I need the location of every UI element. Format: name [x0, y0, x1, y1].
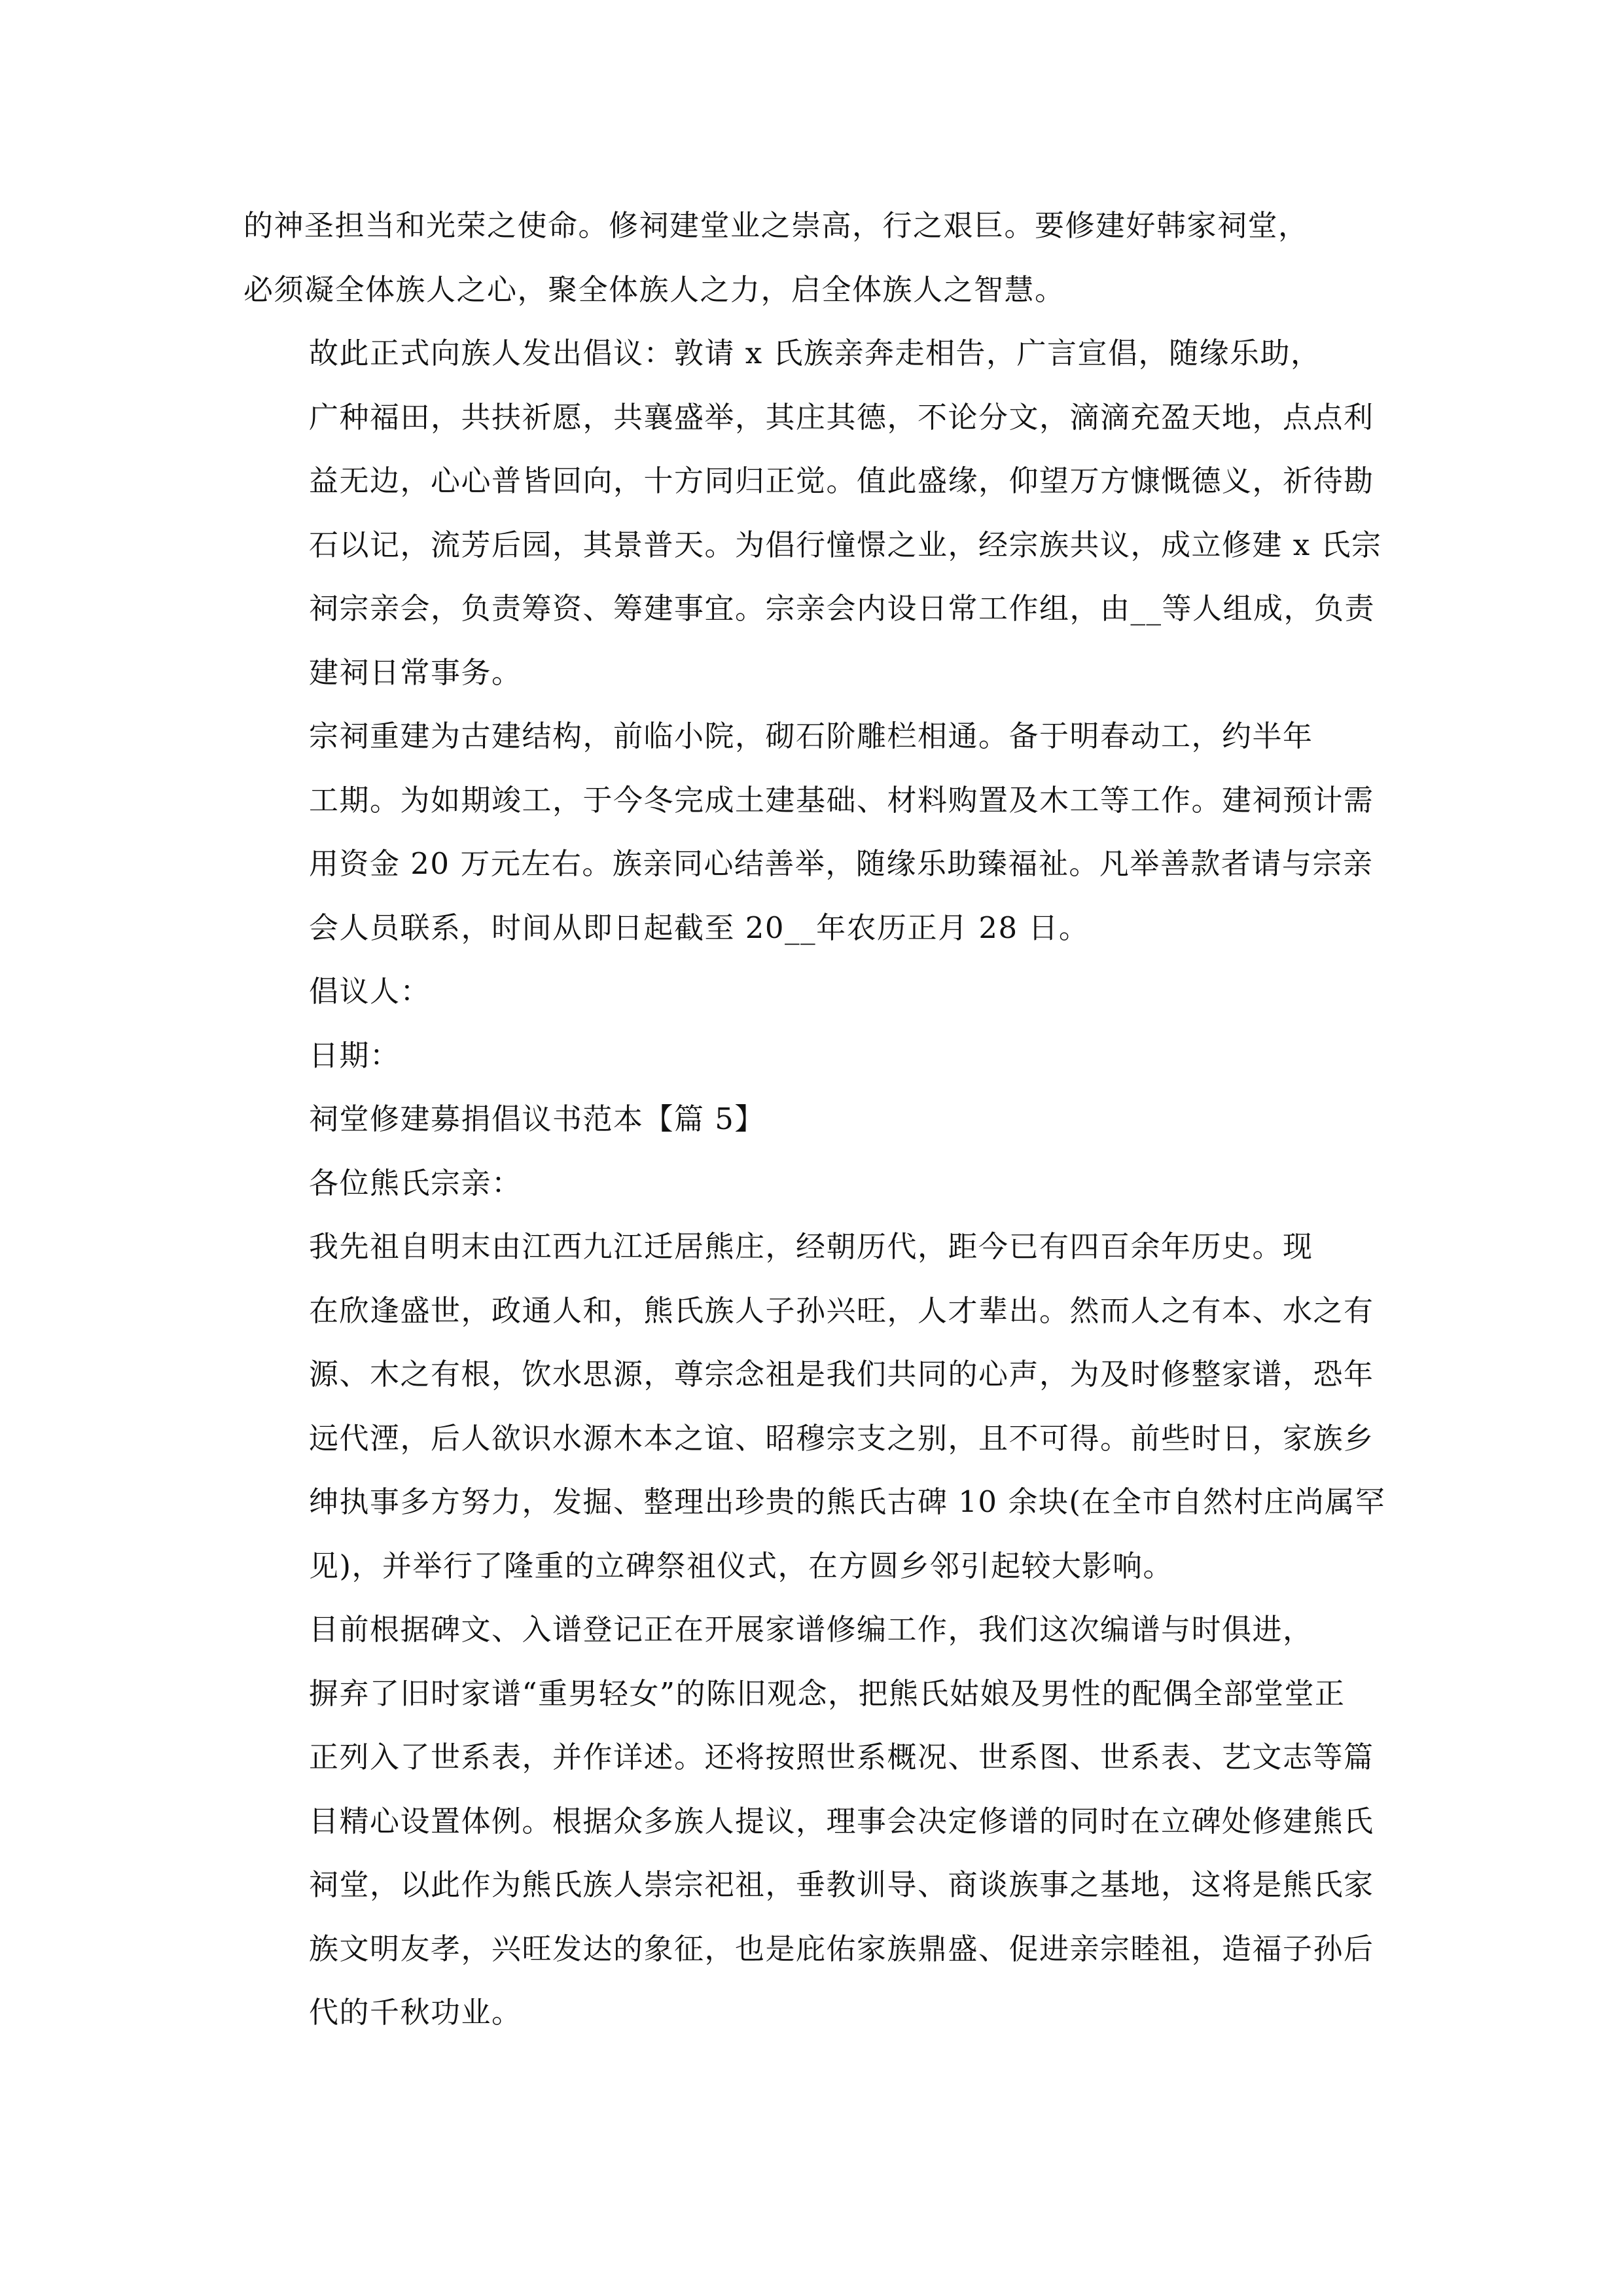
text-line: 正列入了世系表，并作详述。还将按照世系概况、世系图、世系表、艺文志等篇 [309, 1740, 1374, 1774]
text-line: 益无边，心心普皆回向，十方同归正觉。值此盛缘，仰望万方慷慨德义，祈待勘 [309, 463, 1374, 498]
text-line: 我先祖自明末由江西九江迁居熊庄，经朝历代，距今已有四百余年历史。现 [309, 1229, 1313, 1264]
salutation [243, 1151, 1389, 1215]
paragraph-genealogy [243, 1598, 1389, 2045]
text-line: 源、木之有根，饮水思源，尊宗念祖是我们共同的心声，为及时修整家谱，恐年 [309, 1357, 1374, 1391]
proposer-line [243, 960, 1389, 1024]
text-line: 目前根据碑文、入谱登记正在开展家谱修编工作，我们这次编谱与时俱进， [309, 1612, 1313, 1647]
document-body [243, 194, 1389, 2045]
paragraph-proposal [243, 321, 1389, 704]
text-line: 在欣逢盛世，政通人和，熊氏族人子孙兴旺，人才辈出。然而人之有本、水之有 [309, 1293, 1374, 1328]
text-line: 远代湮，后人欲识水源木本之谊、昭穆宗支之别，且不可得。前些时日，家族乡 [309, 1420, 1374, 1456]
text-line: 的神圣担当和光荣之使命。修祠建堂业之崇高，行之艰巨。要修建好韩家祠堂， [243, 208, 1309, 243]
text-line: 建祠日常事务。 [309, 655, 522, 690]
text-line: 族文明友孝，兴旺发达的象征，也是庇佑家族鼎盛、促进亲宗睦祖，造福子孙后 [309, 1931, 1374, 1966]
salutation-text: 各位熊氏宗亲： [309, 1165, 522, 1200]
text-line: 石以记，流芳后园，其景普天。为倡行憧憬之业，经宗族共议，成立修建 x 氏宗 [309, 527, 1382, 562]
text-line: 宗祠重建为古建结构，前临小院，砌石阶雕栏相通。备于明春动工，约半年 [309, 719, 1313, 753]
section-heading [243, 1087, 1389, 1151]
paragraph-construction [243, 704, 1389, 960]
text-line: 工期。为如期竣工，于今冬完成土建基础、材料购置及木工等工作。建祠预计需 [309, 782, 1374, 817]
text-line: 会人员联系，时间从即日起截至 20__年农历正月 28 日。 [309, 910, 1090, 945]
paragraph-history [243, 1215, 1389, 1598]
text-line: 故此正式向族人发出倡议：敦请 x 氏族亲奔走相告，广言宣倡，随缘乐助， [309, 336, 1321, 370]
text-line: 祠宗亲会，负责筹资、筹建事宜。宗亲会内设日常工作组，由__等人组成，负责 [309, 591, 1376, 626]
text-line: 摒弃了旧时家谱“重男轻女”的陈旧观念，把熊氏姑娘及男性的配偶全部堂堂正 [309, 1676, 1346, 1711]
text-line: 祠堂，以此作为熊氏族人崇宗祀祖，垂教训导、商谈族事之基地，这将是熊氏家 [309, 1867, 1374, 1902]
date-label: 日期： [309, 1037, 401, 1073]
date-line [243, 1024, 1389, 1088]
text-line: 见)，并举行了隆重的立碑祭祖仪式，在方圆乡邻引起较大影响。 [309, 1548, 1174, 1583]
text-line: 绅执事多方努力，发掘、整理出珍贵的熊氏古碑 10 余块(在全市自然村庄尚属罕 [309, 1484, 1386, 1519]
text-line: 广种福田，共扶祈愿，共襄盛举，其庄其德，不论分文，滴滴充盈天地，点点利 [309, 399, 1374, 435]
text-line: 目精心设置体例。根据众多族人提议，理事会决定修谱的同时在立碑处修建熊氏 [309, 1803, 1374, 1839]
text-line: 代的千秋功业。 [309, 1995, 522, 2030]
paragraph-continuation [243, 194, 1389, 321]
text-line: 用资金 20 万元左右。族亲同心结善举，随缘乐助臻福祉。凡举善款者请与宗亲 [309, 846, 1374, 881]
section-title: 祠堂修建募捐倡议书范本【篇 5】 [309, 1102, 765, 1136]
proposer-label: 倡议人： [309, 974, 431, 1009]
text-line: 必须凝全体族人之心，聚全体族人之力，启全体族人之智慧。 [243, 272, 1065, 307]
